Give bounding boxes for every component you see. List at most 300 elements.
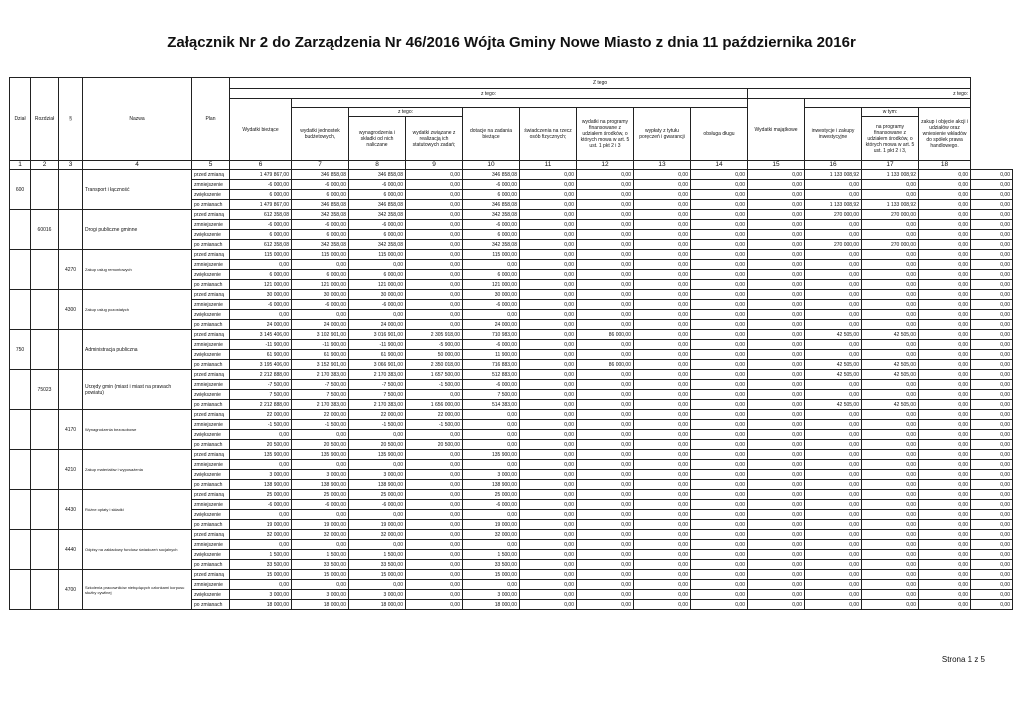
header-inwestycje: inwestycje i zakupy inwestycyjne <box>805 108 862 161</box>
value-cell: 0,00 <box>406 200 463 210</box>
rozdzial-cell <box>31 450 59 490</box>
header-wyplaty: wypłaty z tytułu poręczeń i gwarancji <box>634 108 691 161</box>
rozdzial-cell: 60016 <box>31 210 59 250</box>
value-cell: 0,00 <box>634 280 691 290</box>
value-cell: 0,00 <box>691 470 748 480</box>
row-label: przed zmianą <box>192 410 230 420</box>
nazwa-cell: Transport i łączność <box>83 170 192 210</box>
value-cell: 6 000,00 <box>463 190 520 200</box>
value-cell: 0,00 <box>230 310 292 320</box>
value-cell: 0,00 <box>748 300 805 310</box>
value-cell: 0,00 <box>862 520 919 530</box>
value-cell: 0,00 <box>520 380 577 390</box>
row-label: przed zmianą <box>192 450 230 460</box>
value-cell: 270 000,00 <box>862 210 919 220</box>
value-cell: 115 000,00 <box>230 250 292 260</box>
value-cell: 2 170 383,00 <box>292 400 349 410</box>
value-cell: 0,00 <box>577 260 634 270</box>
value-cell: 18 000,00 <box>463 600 520 610</box>
value-cell: -6 000,00 <box>292 180 349 190</box>
value-cell: 0,00 <box>748 590 805 600</box>
value-cell: 0,00 <box>748 410 805 420</box>
value-cell: 0,00 <box>862 480 919 490</box>
header-wydatki-zwiazane: wydatki związane z realizacją ich statutowych zadań; <box>406 117 463 161</box>
value-cell: 0,00 <box>634 300 691 310</box>
value-cell: 0,00 <box>805 600 862 610</box>
value-cell: 42 505,00 <box>805 370 862 380</box>
value-cell: 3 000,00 <box>230 470 292 480</box>
value-cell: 0,00 <box>349 310 406 320</box>
value-cell: 0,00 <box>971 570 1013 580</box>
column-number: 14 <box>691 161 748 170</box>
value-cell: 0,00 <box>406 270 463 280</box>
value-cell: 0,00 <box>748 280 805 290</box>
value-cell: 0,00 <box>577 410 634 420</box>
value-cell: 342 358,08 <box>349 240 406 250</box>
rozdzial-cell <box>31 490 59 530</box>
value-cell: 0,00 <box>862 490 919 500</box>
value-cell: 19 000,00 <box>349 520 406 530</box>
value-cell: 0,00 <box>805 190 862 200</box>
value-cell: 0,00 <box>406 290 463 300</box>
value-cell: -1 500,00 <box>406 420 463 430</box>
value-cell: 0,00 <box>805 420 862 430</box>
value-cell: 0,00 <box>971 560 1013 570</box>
value-cell: 0,00 <box>971 420 1013 430</box>
value-cell: 0,00 <box>919 550 971 560</box>
value-cell: 0,00 <box>691 290 748 300</box>
value-cell: 0,00 <box>748 500 805 510</box>
value-cell: -6 000,00 <box>463 340 520 350</box>
value-cell: 0,00 <box>520 210 577 220</box>
value-cell: 0,00 <box>406 430 463 440</box>
value-cell: 138 900,00 <box>349 480 406 490</box>
column-number: 1 <box>10 161 31 170</box>
value-cell: 0,00 <box>406 170 463 180</box>
value-cell: -6 000,00 <box>463 220 520 230</box>
value-cell: 0,00 <box>634 400 691 410</box>
value-cell: 0,00 <box>520 470 577 480</box>
column-number: 13 <box>634 161 691 170</box>
value-cell: 0,00 <box>406 560 463 570</box>
value-cell: 0,00 <box>862 410 919 420</box>
table-row <box>10 450 1013 460</box>
value-cell: 0,00 <box>971 400 1013 410</box>
value-cell: 0,00 <box>406 520 463 530</box>
value-cell: 0,00 <box>634 190 691 200</box>
value-cell: 0,00 <box>862 440 919 450</box>
value-cell: 0,00 <box>971 170 1013 180</box>
column-number: 15 <box>748 161 805 170</box>
value-cell: 0,00 <box>230 260 292 270</box>
paragraf-cell: 4300 <box>59 290 83 330</box>
value-cell: 0,00 <box>577 280 634 290</box>
value-cell: 0,00 <box>919 370 971 380</box>
value-cell: 0,00 <box>748 450 805 460</box>
row-label: zwiększenie <box>192 230 230 240</box>
row-label: zmniejszenie <box>192 580 230 590</box>
value-cell: 0,00 <box>406 510 463 520</box>
value-cell: 0,00 <box>406 490 463 500</box>
value-cell: 0,00 <box>748 550 805 560</box>
value-cell: 0,00 <box>406 260 463 270</box>
value-cell: 0,00 <box>805 350 862 360</box>
value-cell: 0,00 <box>971 330 1013 340</box>
value-cell: 0,00 <box>862 190 919 200</box>
value-cell: 0,00 <box>971 540 1013 550</box>
value-cell: 0,00 <box>691 460 748 470</box>
value-cell: 0,00 <box>971 480 1013 490</box>
value-cell: 1 133 008,92 <box>805 170 862 180</box>
value-cell: 2 305 918,00 <box>406 330 463 340</box>
value-cell: 3 145 406,00 <box>230 330 292 340</box>
expenditure-table-container <box>9 77 1013 610</box>
row-label: zwiększenie <box>192 350 230 360</box>
value-cell: 0,00 <box>349 430 406 440</box>
paragraf-cell <box>59 210 83 250</box>
dzial-cell <box>10 530 31 570</box>
value-cell: 42 505,00 <box>805 330 862 340</box>
value-cell: 0,00 <box>463 430 520 440</box>
table-row <box>10 490 1013 500</box>
value-cell: 0,00 <box>919 500 971 510</box>
value-cell: 0,00 <box>971 500 1013 510</box>
value-cell: 0,00 <box>862 550 919 560</box>
value-cell: 2 170 383,00 <box>349 400 406 410</box>
value-cell: -6 000,00 <box>349 500 406 510</box>
value-cell: 0,00 <box>971 590 1013 600</box>
value-cell: 121 000,00 <box>463 280 520 290</box>
value-cell: 0,00 <box>634 530 691 540</box>
value-cell: 22 000,00 <box>292 410 349 420</box>
value-cell: 0,00 <box>748 350 805 360</box>
header-z-tego-right: z tego: <box>748 89 971 99</box>
value-cell: 20 500,00 <box>349 440 406 450</box>
value-cell: 0,00 <box>634 520 691 530</box>
value-cell: 270 000,00 <box>862 240 919 250</box>
value-cell: 0,00 <box>748 460 805 470</box>
value-cell: 0,00 <box>748 580 805 590</box>
row-label: po zmianach <box>192 480 230 490</box>
value-cell: 0,00 <box>691 390 748 400</box>
value-cell: 7 500,00 <box>230 390 292 400</box>
value-cell: 15 000,00 <box>463 570 520 580</box>
value-cell: 0,00 <box>748 480 805 490</box>
value-cell: 0,00 <box>577 390 634 400</box>
value-cell: 0,00 <box>577 220 634 230</box>
value-cell: 0,00 <box>805 290 862 300</box>
value-cell: 61 900,00 <box>349 350 406 360</box>
value-cell: 0,00 <box>919 200 971 210</box>
value-cell: 0,00 <box>292 260 349 270</box>
value-cell: 0,00 <box>919 590 971 600</box>
row-label: po zmianach <box>192 280 230 290</box>
value-cell: 0,00 <box>748 310 805 320</box>
header-rozdzial: Rozdział <box>31 78 59 161</box>
header-wynagrodzenia: wynagrodzenia i składki od nich naliczane <box>349 117 406 161</box>
value-cell: 0,00 <box>691 400 748 410</box>
value-cell: 18 000,00 <box>349 600 406 610</box>
value-cell: 512 883,00 <box>463 370 520 380</box>
column-number: 3 <box>59 161 83 170</box>
value-cell: 0,00 <box>919 520 971 530</box>
value-cell: -5 900,00 <box>406 340 463 350</box>
value-cell: 0,00 <box>520 510 577 520</box>
value-cell: 0,00 <box>919 320 971 330</box>
value-cell: 30 000,00 <box>349 290 406 300</box>
value-cell: 0,00 <box>577 350 634 360</box>
column-number: 12 <box>577 161 634 170</box>
value-cell: 0,00 <box>971 490 1013 500</box>
value-cell: 3 000,00 <box>292 590 349 600</box>
value-cell: 0,00 <box>691 530 748 540</box>
value-cell: 0,00 <box>862 300 919 310</box>
value-cell: 0,00 <box>971 180 1013 190</box>
value-cell: 0,00 <box>520 270 577 280</box>
value-cell: 6 000,00 <box>230 190 292 200</box>
value-cell: 0,00 <box>971 250 1013 260</box>
value-cell: 612 358,08 <box>230 240 292 250</box>
row-label: przed zmianą <box>192 570 230 580</box>
value-cell: 0,00 <box>634 180 691 190</box>
value-cell: 6 000,00 <box>292 230 349 240</box>
value-cell: 0,00 <box>520 520 577 530</box>
value-cell: 135 900,00 <box>230 450 292 460</box>
value-cell: 0,00 <box>748 570 805 580</box>
value-cell: 0,00 <box>230 510 292 520</box>
value-cell: 342 358,08 <box>463 210 520 220</box>
value-cell: 0,00 <box>862 260 919 270</box>
value-cell: 0,00 <box>406 600 463 610</box>
value-cell: 19 000,00 <box>463 520 520 530</box>
value-cell: 0,00 <box>577 420 634 430</box>
value-cell: 0,00 <box>406 310 463 320</box>
value-cell: 0,00 <box>805 470 862 480</box>
value-cell: 1 657 500,00 <box>406 370 463 380</box>
rozdzial-cell <box>31 530 59 570</box>
value-cell: 33 500,00 <box>292 560 349 570</box>
value-cell: 0,00 <box>971 230 1013 240</box>
value-cell: 0,00 <box>805 570 862 580</box>
value-cell: 1 479 867,00 <box>230 200 292 210</box>
value-cell: 0,00 <box>971 370 1013 380</box>
value-cell: 33 500,00 <box>463 560 520 570</box>
value-cell: 0,00 <box>919 560 971 570</box>
value-cell: 25 000,00 <box>463 490 520 500</box>
value-cell: 0,00 <box>919 450 971 460</box>
value-cell: 0,00 <box>520 600 577 610</box>
value-cell: 0,00 <box>971 460 1013 470</box>
value-cell: 346 858,08 <box>463 170 520 180</box>
value-cell: 0,00 <box>862 310 919 320</box>
header-wydatki-biezace: Wydatki bieżące <box>230 99 292 161</box>
value-cell: 0,00 <box>862 180 919 190</box>
value-cell: 24 000,00 <box>230 320 292 330</box>
value-cell: 0,00 <box>406 220 463 230</box>
value-cell: 0,00 <box>577 180 634 190</box>
value-cell: -11 900,00 <box>292 340 349 350</box>
table-row <box>10 410 1013 420</box>
column-number: 4 <box>83 161 192 170</box>
value-cell: 0,00 <box>577 570 634 580</box>
value-cell: 0,00 <box>463 460 520 470</box>
value-cell: 0,00 <box>463 260 520 270</box>
value-cell: 0,00 <box>862 590 919 600</box>
value-cell: -6 000,00 <box>230 180 292 190</box>
value-cell: 0,00 <box>406 240 463 250</box>
value-cell: 19 000,00 <box>292 520 349 530</box>
rozdzial-cell: 75023 <box>31 370 59 410</box>
value-cell: 2 350 018,00 <box>406 360 463 370</box>
value-cell: 0,00 <box>577 480 634 490</box>
value-cell: 0,00 <box>691 190 748 200</box>
value-cell: 0,00 <box>520 290 577 300</box>
paragraf-cell: 4270 <box>59 250 83 290</box>
value-cell: 0,00 <box>748 510 805 520</box>
value-cell: 0,00 <box>577 440 634 450</box>
value-cell: 135 900,00 <box>463 450 520 460</box>
value-cell: 0,00 <box>748 490 805 500</box>
value-cell: -6 000,00 <box>230 500 292 510</box>
value-cell: 0,00 <box>520 340 577 350</box>
value-cell: 0,00 <box>691 250 748 260</box>
value-cell: 0,00 <box>805 580 862 590</box>
nazwa-cell: Zakup usług remontowych <box>83 250 192 290</box>
value-cell: 0,00 <box>463 540 520 550</box>
value-cell: 0,00 <box>862 450 919 460</box>
dzial-cell: 750 <box>10 330 31 370</box>
value-cell: 0,00 <box>805 590 862 600</box>
value-cell: -7 500,00 <box>349 380 406 390</box>
value-cell: 50 000,00 <box>406 350 463 360</box>
column-number: 6 <box>230 161 292 170</box>
value-cell: 0,00 <box>634 200 691 210</box>
value-cell: 15 000,00 <box>349 570 406 580</box>
value-cell: 0,00 <box>520 180 577 190</box>
value-cell: 2 170 383,00 <box>349 370 406 380</box>
value-cell: 0,00 <box>805 310 862 320</box>
value-cell: 0,00 <box>748 250 805 260</box>
value-cell: 0,00 <box>406 250 463 260</box>
value-cell: 0,00 <box>691 520 748 530</box>
table-row <box>10 250 1013 260</box>
value-cell: 0,00 <box>971 190 1013 200</box>
paragraf-cell <box>59 370 83 410</box>
value-cell: 0,00 <box>971 550 1013 560</box>
value-cell: 0,00 <box>691 320 748 330</box>
value-cell: 32 000,00 <box>463 530 520 540</box>
value-cell: 0,00 <box>520 350 577 360</box>
value-cell: 0,00 <box>520 220 577 230</box>
value-cell: 0,00 <box>919 260 971 270</box>
value-cell: 0,00 <box>691 280 748 290</box>
value-cell: 0,00 <box>406 480 463 490</box>
value-cell: 0,00 <box>748 370 805 380</box>
value-cell: 0,00 <box>691 430 748 440</box>
value-cell: 20 500,00 <box>230 440 292 450</box>
value-cell: 121 000,00 <box>349 280 406 290</box>
value-cell: 121 000,00 <box>230 280 292 290</box>
value-cell: 0,00 <box>691 330 748 340</box>
value-cell: 115 000,00 <box>292 250 349 260</box>
value-cell: 0,00 <box>862 290 919 300</box>
row-label: zmniejszenie <box>192 540 230 550</box>
value-cell: 0,00 <box>748 180 805 190</box>
value-cell: 42 505,00 <box>805 360 862 370</box>
value-cell: 0,00 <box>406 540 463 550</box>
value-cell: 135 900,00 <box>292 450 349 460</box>
value-cell: -6 000,00 <box>292 500 349 510</box>
page-title: Załącznik Nr 2 do Zarządzenia Nr 46/2016 Wójta Gminy Nowe Miasto z dnia 11 października 2016r <box>167 34 856 51</box>
value-cell: 0,00 <box>520 260 577 270</box>
row-label: przed zmianą <box>192 490 230 500</box>
value-cell: 0,00 <box>971 280 1013 290</box>
value-cell: 0,00 <box>919 400 971 410</box>
value-cell: 3 000,00 <box>349 590 406 600</box>
value-cell: 6 000,00 <box>349 230 406 240</box>
value-cell: -11 900,00 <box>349 340 406 350</box>
value-cell: 24 000,00 <box>349 320 406 330</box>
row-label: zmniejszenie <box>192 460 230 470</box>
paragraf-cell: 4210 <box>59 450 83 490</box>
value-cell: 0,00 <box>634 500 691 510</box>
value-cell: 0,00 <box>691 490 748 500</box>
value-cell: 0,00 <box>862 580 919 590</box>
value-cell: 0,00 <box>349 460 406 470</box>
value-cell: 42 505,00 <box>862 370 919 380</box>
value-cell: 0,00 <box>634 320 691 330</box>
value-cell: 0,00 <box>577 250 634 260</box>
value-cell: 0,00 <box>577 170 634 180</box>
value-cell: 0,00 <box>406 580 463 590</box>
value-cell: 0,00 <box>520 410 577 420</box>
value-cell: 0,00 <box>862 220 919 230</box>
value-cell: 0,00 <box>691 270 748 280</box>
value-cell: 0,00 <box>805 560 862 570</box>
value-cell: 0,00 <box>634 350 691 360</box>
value-cell: 0,00 <box>634 290 691 300</box>
value-cell: 0,00 <box>577 530 634 540</box>
value-cell: 135 900,00 <box>349 450 406 460</box>
value-cell: 0,00 <box>919 430 971 440</box>
header-zakup-akcji: zakup i objęcie akcji i udziałów oraz wniesienie wkładów do spółek prawa handlowego. <box>919 108 971 161</box>
value-cell: 32 000,00 <box>349 530 406 540</box>
row-label: zmniejszenie <box>192 300 230 310</box>
row-label: zmniejszenie <box>192 260 230 270</box>
value-cell: 0,00 <box>577 590 634 600</box>
value-cell: 0,00 <box>805 520 862 530</box>
value-cell: 0,00 <box>691 420 748 430</box>
value-cell: 22 000,00 <box>230 410 292 420</box>
value-cell: 0,00 <box>406 530 463 540</box>
page-footer: Strona 1 z 5 <box>941 655 985 664</box>
value-cell: 0,00 <box>971 260 1013 270</box>
value-cell: 0,00 <box>463 410 520 420</box>
value-cell: 0,00 <box>577 560 634 570</box>
value-cell: 0,00 <box>971 520 1013 530</box>
value-cell: 6 000,00 <box>292 190 349 200</box>
value-cell: 0,00 <box>805 510 862 520</box>
row-label: zwiększenie <box>192 430 230 440</box>
value-cell: 0,00 <box>805 500 862 510</box>
value-cell: 0,00 <box>862 420 919 430</box>
value-cell: 0,00 <box>919 510 971 520</box>
value-cell: 0,00 <box>691 260 748 270</box>
value-cell: 0,00 <box>406 470 463 480</box>
value-cell: 342 358,08 <box>292 210 349 220</box>
value-cell: 0,00 <box>691 380 748 390</box>
value-cell: 0,00 <box>748 320 805 330</box>
